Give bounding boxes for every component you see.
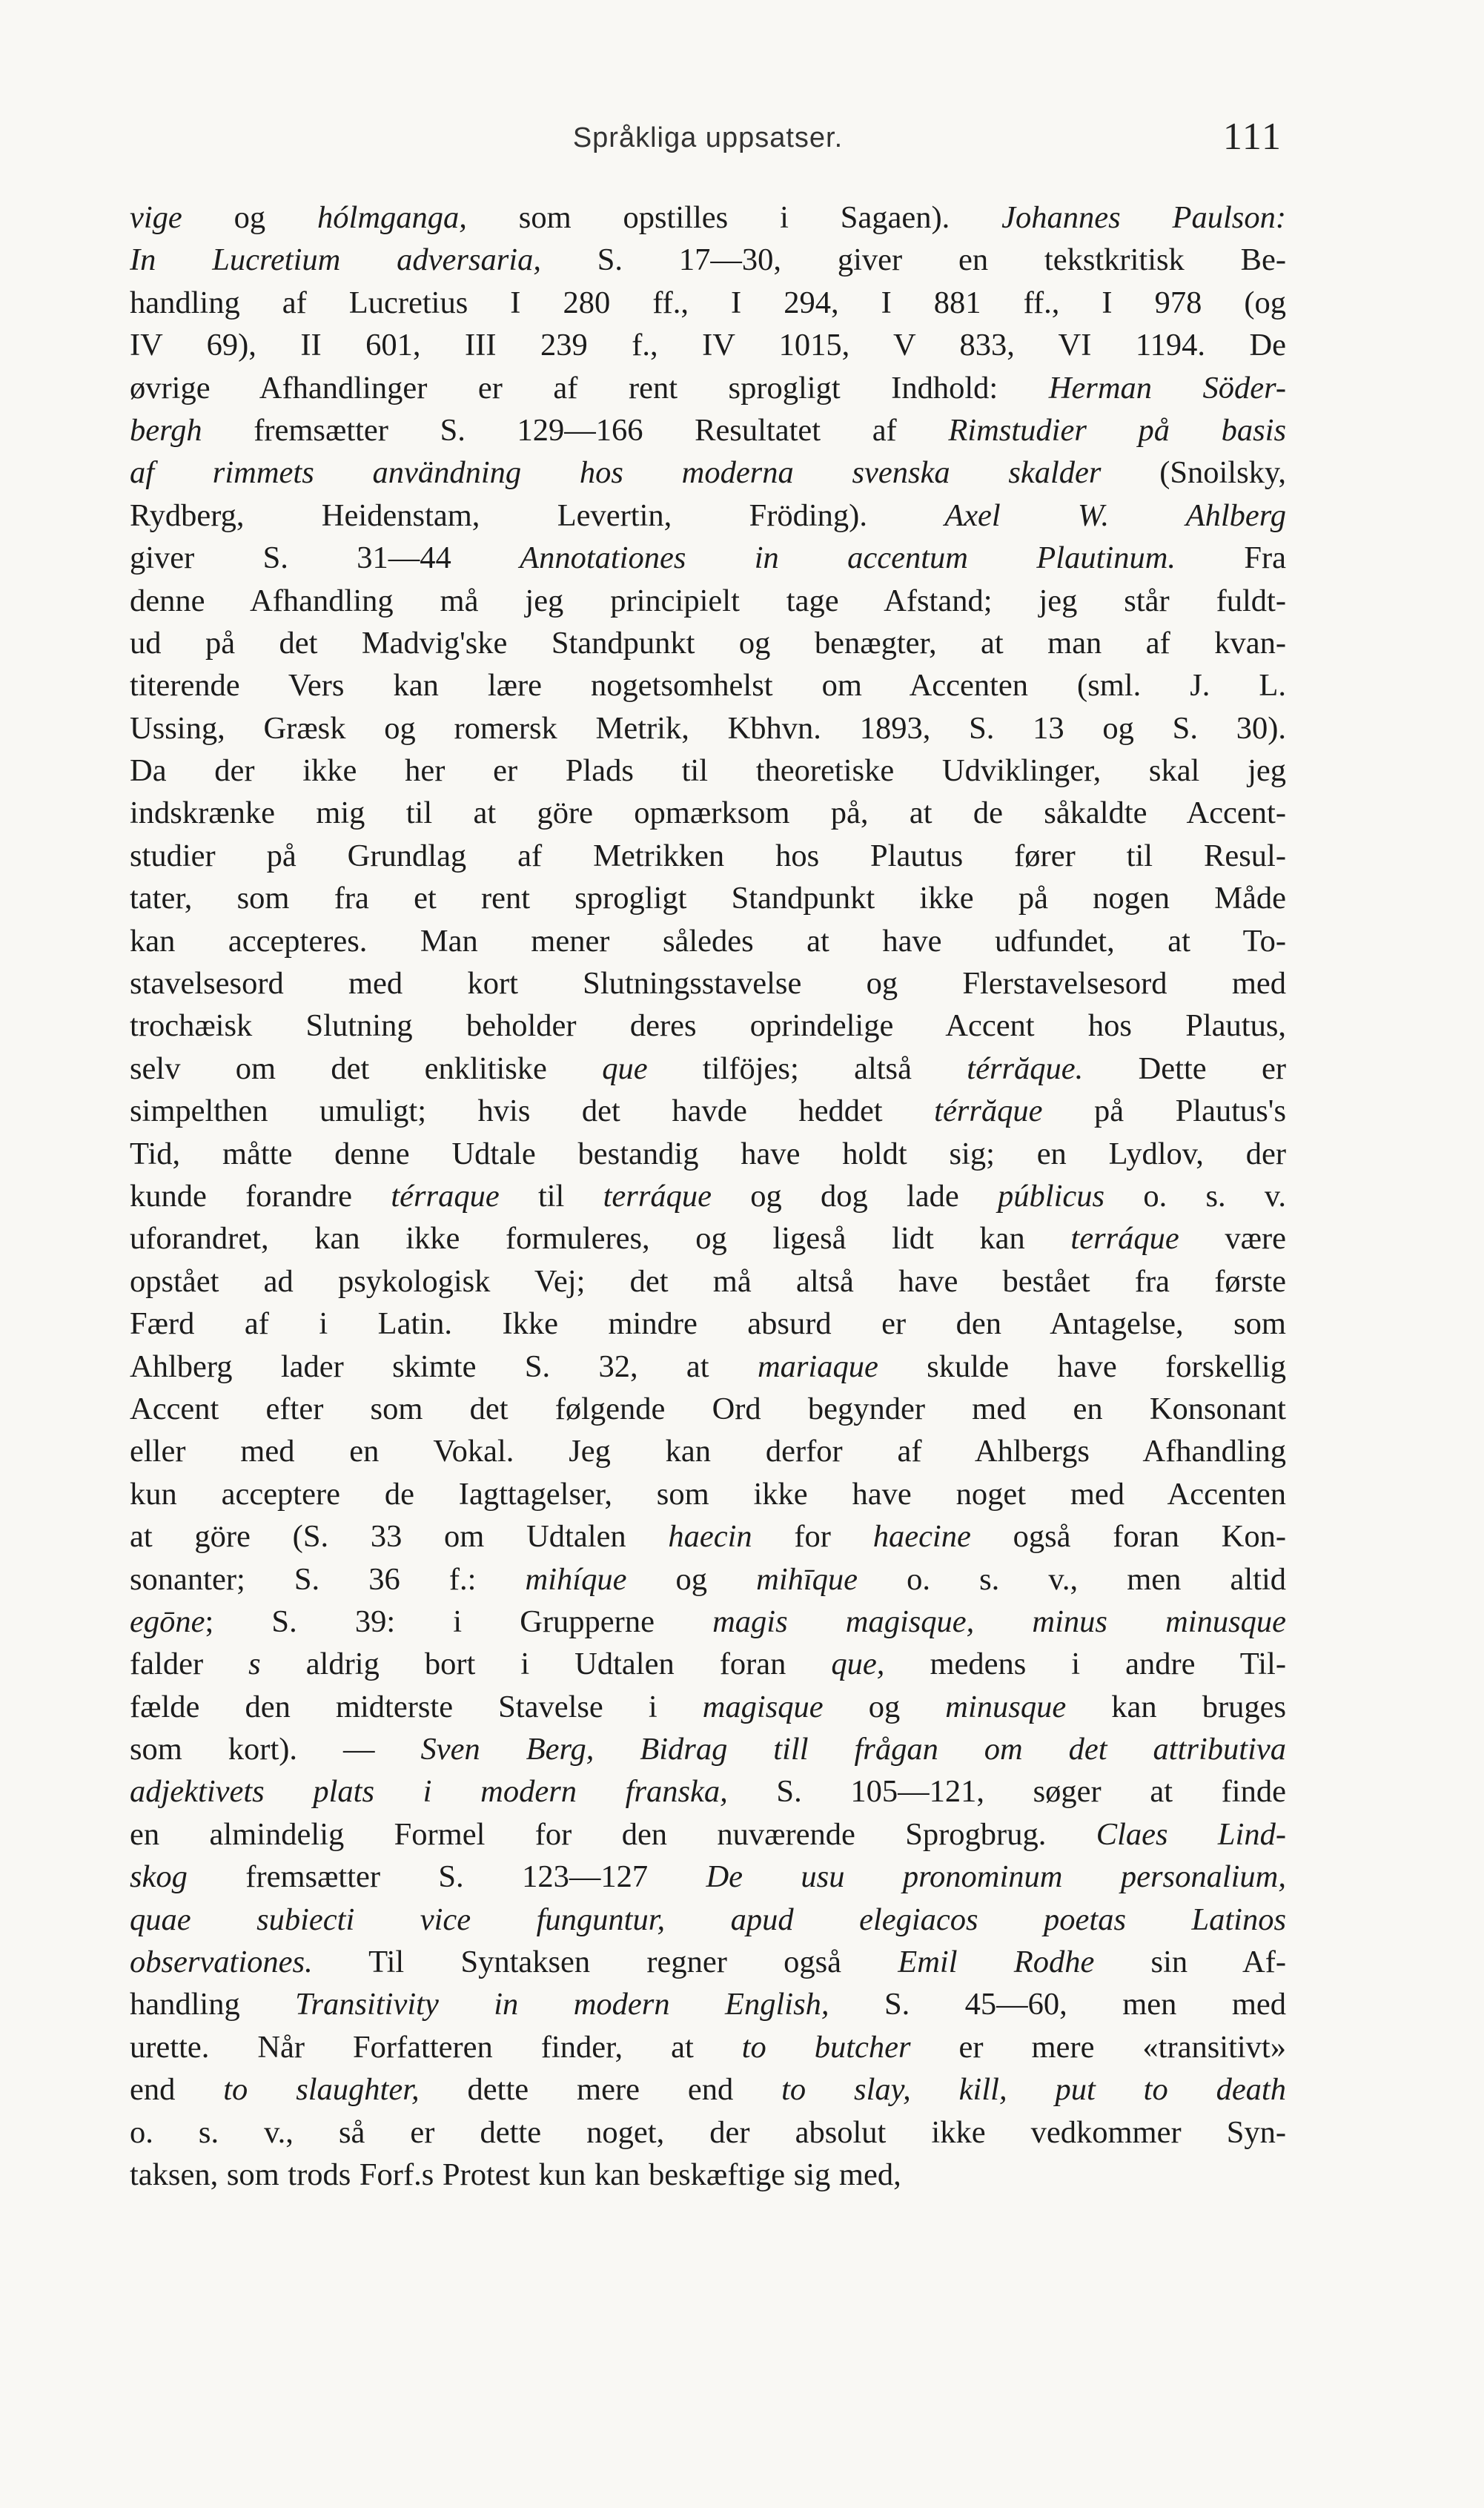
text-segment: som kort). — (130, 1732, 421, 1767)
text-line (130, 451, 1286, 494)
text-segment: o. s. v., men altid (858, 1561, 1286, 1597)
running-head: Språkliga uppsatser. (572, 122, 844, 153)
text-line (130, 1601, 1286, 1643)
text-segment: o. s. v., så er dette noget, der absolut ikke vedkommer Syn- (130, 2114, 1286, 2150)
italic-text: observationes. (130, 1945, 313, 1980)
text-segment: Tid, måtte denne Udtale bestandig have holdt sig; en Lydlov, der (130, 1136, 1286, 1171)
text-segment: medens i andre Til- (884, 1647, 1286, 1682)
italic-text: to slay, kill, put to death (781, 2072, 1286, 2108)
page-header (133, 115, 1282, 167)
italic-text: Emil Rodhe (898, 1945, 1095, 1980)
text-line (130, 792, 1286, 834)
italic-text: skog (130, 1859, 188, 1895)
text-line (130, 324, 1286, 366)
italic-text: térrăque. (967, 1050, 1084, 1086)
text-line (130, 1346, 1286, 1388)
text-segment: fremsætter S. 123—127 (187, 1859, 706, 1895)
text-line (130, 664, 1286, 707)
text-segment: Rydberg, Heidenstam, Levertin, Fröding). (130, 497, 945, 533)
text-segment: på Plautus's (1042, 1093, 1286, 1129)
text-segment: (Snoilsky, (1101, 455, 1286, 491)
text-segment: eller med en Vokal. Jeg kan derfor af Ahlbergs Afhandling (130, 1434, 1286, 1469)
text-line (130, 622, 1286, 664)
text-segment: kun acceptere de Iagttagelser, som ikke have noget med Accenten (130, 1476, 1286, 1512)
text-line (130, 282, 1286, 324)
italic-text: hólmganga, (317, 200, 467, 235)
text-segment: og (823, 1689, 946, 1724)
text-segment: Ussing, Græsk og romersk Metrik, Kbhvn. 1893, S. 13 og S. 30). (130, 710, 1286, 746)
text-segment: aldrig bort i Udtalen foran (260, 1647, 832, 1682)
text-segment: handling af Lucretius I 280 ff., I 294, I 881 ff., I 978 (og (130, 285, 1286, 320)
italic-text: Claes Lind- (1096, 1816, 1286, 1852)
text-line (130, 1686, 1286, 1728)
text-segment: o. s. v. (1104, 1178, 1286, 1214)
text-segment: dette mere end (419, 2072, 782, 2108)
text-segment: studier på Grundlag af Metrikken hos Plautus fører til Resul- (130, 838, 1286, 873)
italic-text: terráque (1070, 1221, 1179, 1257)
text-segment: kunde forandre (130, 1178, 391, 1214)
text-segment: fremsætter S. 129—166 Resultatet af (202, 412, 949, 448)
text-segment: Dette er (1083, 1050, 1286, 1086)
text-segment: S. 45—60, men med (829, 1987, 1286, 2022)
text-line (130, 367, 1286, 409)
italic-text: magisque (702, 1689, 824, 1724)
text-line (130, 1983, 1286, 2025)
text-segment: Accent efter som det følgende Ord begynder med en Konsonant (130, 1391, 1286, 1426)
italic-text: térrăque (934, 1093, 1043, 1129)
text-segment: titerende Vers kan lære nogetsomhelst om Accenten (sml. J. L. (130, 668, 1286, 704)
text-segment: en almindelig Formel for den nuværende Sprogbrug. (130, 1816, 1096, 1852)
italic-text: haecine (872, 1519, 971, 1555)
text-segment: kan bruges (1066, 1689, 1286, 1724)
text-line (130, 920, 1286, 962)
text-segment: tilföjes; altså (647, 1050, 967, 1086)
italic-text: De usu pronominum personalium, (706, 1859, 1286, 1895)
text-line (130, 2026, 1286, 2068)
text-segment: trochæisk Slutning beholder deres oprindelige Accent hos Plautus, (130, 1008, 1286, 1044)
italic-text: to slaughter, (223, 2072, 420, 2108)
text-line (130, 1941, 1286, 1983)
text-line (130, 409, 1286, 451)
italic-text: mariaque (757, 1349, 878, 1384)
text-segment: S. 105—121, søger at finde (727, 1774, 1286, 1810)
italic-text: mihíque (525, 1561, 627, 1597)
text-segment: for (752, 1519, 873, 1555)
italic-text: térraque (391, 1178, 500, 1214)
italic-text: Herman Söder- (1048, 370, 1286, 406)
text-segment: at göre (S. 33 om Udtalen (130, 1519, 669, 1555)
text-segment: handling (130, 1987, 296, 2022)
text-line (130, 1899, 1286, 1941)
text-segment: kan accepteres. Man mener således at have udfundet, at To- (130, 923, 1286, 959)
text-line (130, 2154, 1286, 2196)
italic-text: to butcher (741, 2029, 911, 2065)
text-line (130, 1515, 1286, 1558)
text-line (130, 1303, 1286, 1345)
text-line (130, 1770, 1286, 1813)
italic-text: Transitivity in modern English, (295, 1987, 829, 2022)
text-segment: sin Af- (1094, 1945, 1286, 1980)
italic-text: Johannes Paulson: (1001, 200, 1286, 235)
text-line (130, 1090, 1286, 1132)
text-segment: skulde have forskellig (878, 1349, 1286, 1384)
body-text (130, 196, 1286, 2196)
italic-text: públicus (998, 1178, 1105, 1214)
italic-text: bergh (130, 412, 202, 448)
text-line (130, 1005, 1286, 1047)
text-segment: også foran Kon- (970, 1519, 1286, 1555)
text-segment: urette. Når Forfatteren finder, at (130, 2029, 742, 2065)
text-line (130, 239, 1286, 281)
text-segment: end (130, 2072, 224, 2108)
italic-text: Axel W. Ahlberg (944, 497, 1286, 533)
italic-text: mihīque (756, 1561, 858, 1597)
italic-text: In Lucretium adversaria, (130, 242, 541, 278)
text-line (130, 1430, 1286, 1472)
text-segment: Fra (1176, 540, 1286, 576)
text-segment: Da der ikke her er Plads til theoretiske Udviklinger, skal jeg (130, 753, 1286, 789)
text-line (130, 2068, 1286, 2111)
text-segment: ; S. 39: i Grupperne (205, 1604, 713, 1639)
text-line (130, 196, 1286, 239)
italic-text: Rimstudier på basis (948, 412, 1286, 448)
text-line (130, 494, 1286, 537)
text-segment: falder (130, 1647, 249, 1682)
text-segment: selv om det enklitiske (130, 1050, 603, 1086)
text-line (130, 1558, 1286, 1601)
text-segment: S. 17—30, giver en tekstkritisk Be- (540, 242, 1286, 278)
text-segment: uforandret, kan ikke formuleres, og ligeså lidt kan (130, 1221, 1071, 1257)
italic-text: adjektivets plats i modern franska, (130, 1774, 728, 1810)
text-line (130, 835, 1286, 877)
text-segment: være (1179, 1221, 1286, 1257)
italic-text: que (602, 1050, 648, 1086)
text-line (130, 1217, 1286, 1260)
text-line (130, 1473, 1286, 1515)
text-segment: ud på det Madvig'ske Standpunkt og benægter, at man af kvan- (130, 625, 1286, 661)
text-segment: giver S. 31—44 (130, 540, 520, 576)
italic-text: Sven Berg, Bidrag till frågan om det attributiva (420, 1732, 1286, 1767)
text-segment: stavelsesord med kort Slutningsstavelse og Flerstavelsesord med (130, 966, 1286, 1002)
text-segment: simpelthen umuligt; hvis det havde heddet (130, 1093, 935, 1129)
italic-text: minusque (945, 1689, 1067, 1724)
italic-text: magis magisque, minus minusque (712, 1604, 1286, 1639)
text-segment: IV 69), II 601, III 239 f., IV 1015, V 833, VI 1194. De (130, 328, 1286, 363)
page-number: 111 (1222, 116, 1282, 158)
text-segment: Ahlberg lader skimte S. 32, at (130, 1349, 758, 1384)
italic-text: egōne (130, 1604, 205, 1639)
text-line (130, 1175, 1286, 1217)
text-segment: Til Syntaksen regner også (312, 1945, 898, 1980)
text-line (130, 707, 1286, 750)
text-line (130, 1728, 1286, 1770)
text-segment: til (499, 1178, 603, 1214)
italic-text: s (248, 1647, 261, 1682)
text-segment: sonanter; S. 36 f.: (130, 1561, 526, 1597)
italic-text: quae subiecti vice funguntur, apud elegiacos poetas Latinos (130, 1902, 1286, 1937)
text-line (130, 1856, 1286, 1898)
text-line (130, 1133, 1286, 1175)
italic-text: haecin (668, 1519, 752, 1555)
text-line (130, 2111, 1286, 2154)
text-segment: opstået ad psykologisk Vej; det må altså have bestået fra første (130, 1263, 1286, 1299)
text-line (130, 537, 1286, 579)
text-line (130, 1048, 1286, 1090)
text-segment: tater, som fra et rent sprogligt Standpunkt ikke på nogen Måde (130, 881, 1286, 916)
text-segment: og (182, 200, 318, 235)
text-line (130, 1260, 1286, 1303)
text-segment: er mere «transitivt» (910, 2029, 1286, 2065)
text-segment: og dog lade (712, 1178, 998, 1214)
text-segment: taksen, som trods Forf.s Protest kun kan beskæftige sig med, (130, 2157, 901, 2192)
text-segment: og (626, 1561, 757, 1597)
text-segment: denne Afhandling må jeg principielt tage Afstand; jeg står fuldt- (130, 583, 1286, 618)
text-line (130, 580, 1286, 622)
text-line (130, 1813, 1286, 1856)
text-segment: Færd af i Latin. Ikke mindre absurd er den Antagelse, som (130, 1306, 1286, 1342)
italic-text: que, (831, 1647, 885, 1682)
text-segment: øvrige Afhandlinger er af rent sprogligt Indhold: (130, 370, 1049, 406)
text-segment: fælde den midterste Stavelse i (130, 1689, 703, 1724)
text-line (130, 1388, 1286, 1430)
text-line (130, 877, 1286, 919)
italic-text: af rimmets användning hos moderna svenska skalder (130, 455, 1102, 491)
italic-text: Annotationes in accentum Plautinum. (520, 540, 1176, 576)
italic-text: terráque (603, 1178, 712, 1214)
text-line (130, 962, 1286, 1005)
text-segment: indskrænke mig til at göre opmærksom på, at de såkaldte Accent- (130, 795, 1286, 831)
italic-text: vige (130, 200, 182, 235)
text-line (130, 1643, 1286, 1685)
text-segment: som opstilles i Sagaen). (466, 200, 1002, 235)
text-line (130, 750, 1286, 792)
